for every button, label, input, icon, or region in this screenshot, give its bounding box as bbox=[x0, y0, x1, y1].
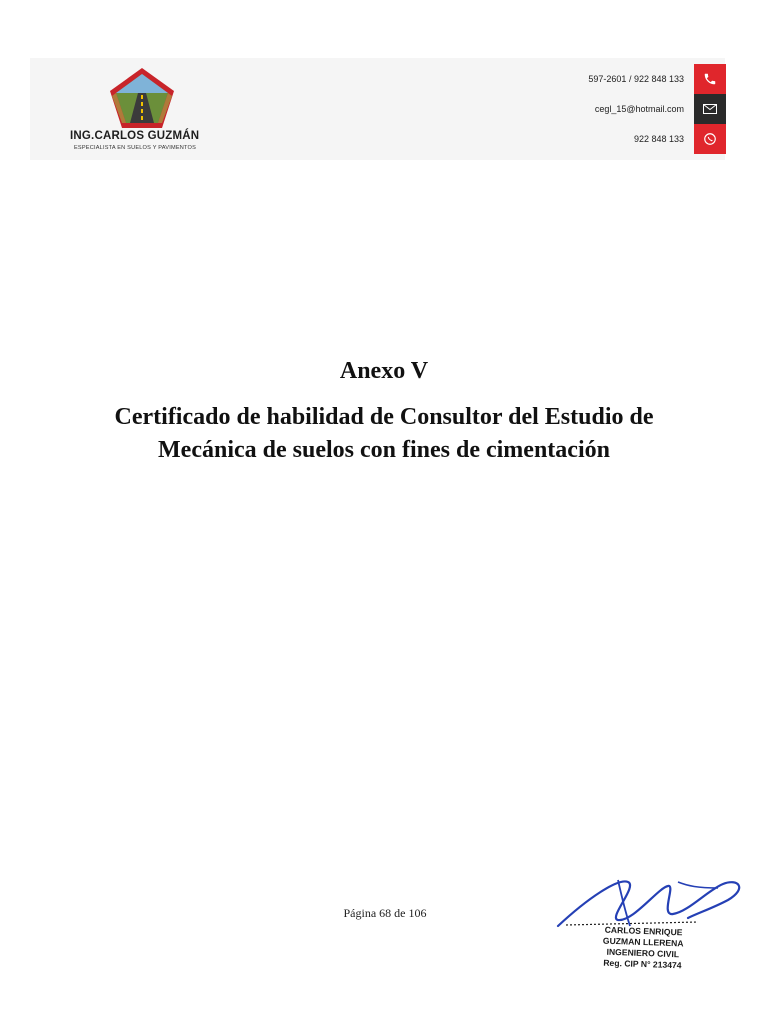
page-number: Página 68 de 106 bbox=[343, 906, 427, 920]
contact-email-text: cegl_15@hotmail.com bbox=[594, 104, 684, 114]
signature-line-surname: GUZMAN LLERENA bbox=[602, 935, 684, 949]
mail-icon[interactable] bbox=[694, 94, 726, 124]
brand-name: ING.CARLOS GUZMÁN bbox=[70, 130, 200, 142]
phone-icon[interactable] bbox=[694, 64, 726, 94]
road-logo-icon bbox=[108, 66, 176, 130]
contact-whatsapp-text: 922 848 133 bbox=[633, 134, 684, 144]
company-logo bbox=[70, 66, 220, 156]
certificate-title: Certificado de habilidad de Consultor del Estudio de Mecánica de suelos con fines de cimentación bbox=[114, 404, 654, 463]
signature-name-block bbox=[577, 924, 708, 973]
signature-stamp bbox=[548, 868, 753, 973]
signature-line-registration: Reg. CIP N° 213474 bbox=[603, 957, 682, 971]
contact-phone bbox=[484, 64, 684, 94]
signature-line-title: INGENIERO CIVIL bbox=[606, 946, 680, 960]
annex-title: Anexo V bbox=[339, 358, 429, 384]
brand-subtitle: ESPECIALISTA EN SUELOS Y PAVIMENTOS bbox=[74, 145, 197, 151]
contact-phone-text: 597-2601 / 922 848 133 bbox=[588, 74, 684, 84]
signature-line-name: CARLOS ENRIQUE bbox=[604, 924, 683, 938]
contact-email bbox=[484, 94, 684, 124]
title-block bbox=[0, 355, 768, 467]
whatsapp-icon[interactable] bbox=[694, 124, 726, 154]
contact-whatsapp bbox=[484, 124, 684, 154]
